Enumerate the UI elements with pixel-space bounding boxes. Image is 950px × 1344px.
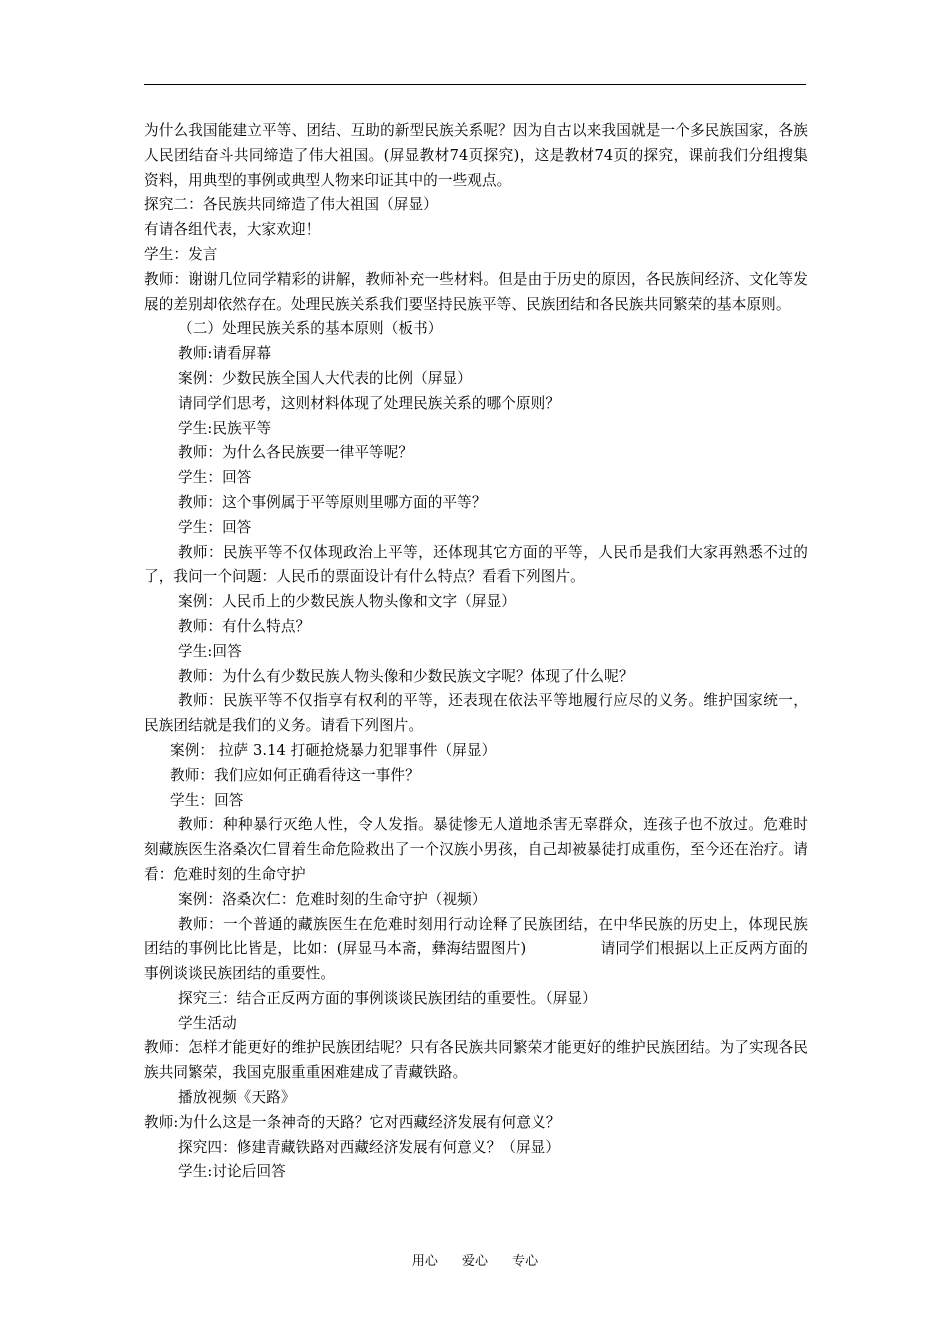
paragraph: 学生：回答 (178, 518, 252, 536)
page-footer (0, 1250, 950, 1269)
paragraph: 学生活动 (178, 1014, 237, 1032)
paragraph: 教师：种种暴行灭绝人性，令人发指。暴徒惨无人道地杀害无辜群众，连孩子也不放过。危难时刻藏族医生洛桑次仁冒着生命危险救出了一个汉族小男孩，自己却被暴徒打成重伤，至今还在治疗。请看：危难时刻的生命守护 (144, 816, 808, 883)
footer-word: 专心 (512, 1254, 539, 1269)
paragraph: 教师：为什么各民族要一律平等呢？ (178, 444, 414, 462)
paragraph: 教师：这个事例属于平等原则里哪方面的平等？ (178, 493, 487, 511)
paragraph: 请同学们思考，这则材料体现了处理民族关系的哪个原则？ (178, 394, 561, 412)
paragraph: 教师：一个普通的藏族医生在危难时刻用行动诠释了民族团结，在中华民族的历史上，体现民族团结的事例比比皆是，比如：(屏显马本斋，彝海结盟图片) 请同学们根据以上正反两方面的事例谈谈民族团结的重要性。 (144, 915, 808, 983)
footer-word: 爱心 (461, 1254, 488, 1269)
paragraph: 教师：我们应如何正确看待这一事件？ (170, 766, 420, 784)
paragraph: 教师:为什么这是一条神奇的天路？它对西藏经济发展有何意义？ (144, 1113, 561, 1131)
paragraph: 案例：洛桑次仁：危难时刻的生命守护（视频） (178, 890, 487, 908)
paragraph: 学生:讨论后回答 (178, 1163, 286, 1181)
paragraph: 学生：回答 (170, 791, 244, 809)
paragraph: 教师:请看屏幕 (178, 345, 272, 363)
paragraph: 学生:回答 (178, 642, 242, 660)
paragraph: 教师：怎样才能更好的维护民族团结呢？只有各民族共同繁荣才能更好的维护民族团结。为了实现各民族共同繁荣，我国克服重重困难建成了青藏铁路。 (144, 1039, 808, 1082)
paragraph: 探究二：各民族共同缔造了伟大祖国（屏显） (144, 196, 438, 214)
paragraph: （二）处理民族关系的基本原则（板书） (178, 320, 443, 338)
paragraph: 探究三：结合正反两方面的事例谈谈民族团结的重要性。（屏显） (178, 989, 597, 1007)
paragraph: 教师：为什么有少数民族人物头像和少数民族文字呢？体现了什么呢？ (178, 667, 634, 685)
paragraph: 有请各组代表，大家欢迎！ (144, 221, 321, 239)
paragraph: 教师：有什么特点？ (178, 617, 311, 635)
paragraph: 案例：人民币上的少数民族人物头像和文字（屏显） (178, 593, 516, 611)
paragraph: 案例： 拉萨 3.14 打砸抢烧暴力犯罪事件（屏显） (170, 741, 497, 759)
paragraph: 学生:民族平等 (178, 419, 272, 437)
paragraph: 教师：民族平等不仅体现政治上平等，还体现其它方面的平等，人民币是我们大家再熟悉不过的了，我问一个问题：人民币的票面设计有什么特点？看看下列图片。 (144, 543, 808, 586)
paragraph: 学生：发言 (144, 245, 218, 263)
header-rule (144, 84, 806, 85)
paragraph: 教师：民族平等不仅指享有权利的平等，还表现在依法平等地履行应尽的义务。维护国家统一，民族团结就是我们的义务。请看下列图片。 (144, 692, 808, 735)
paragraph: 教师：谢谢几位同学精彩的讲解，教师补充一些材料。但是由于历史的原因，各民族间经济、文化等发展的差别却依然存在。处理民族关系我们要坚持民族平等、民族团结和各民族共同繁荣的基本原则。 (144, 270, 808, 313)
document-body (144, 119, 808, 1185)
paragraph: 播放视频《天路》 (178, 1089, 296, 1107)
paragraph: 探究四：修建青藏铁路对西藏经济发展有何意义？（屏显） (178, 1138, 561, 1156)
paragraph: 为什么我国能建立平等、团结、互助的新型民族关系呢？因为自古以来我国就是一个多民族国家，各族人民团结奋斗共同缔造了伟大祖国。(屏显教材74页探究)，这是教材74页的探究，课前我们分组搜集资料，用典型的事例或典型人物来印证其中的一些观点。 (144, 122, 808, 189)
footer-word: 用心 (411, 1254, 438, 1269)
paragraph: 学生：回答 (178, 469, 252, 487)
paragraph: 案例：少数民族全国人大代表的比例（屏显） (178, 369, 472, 387)
